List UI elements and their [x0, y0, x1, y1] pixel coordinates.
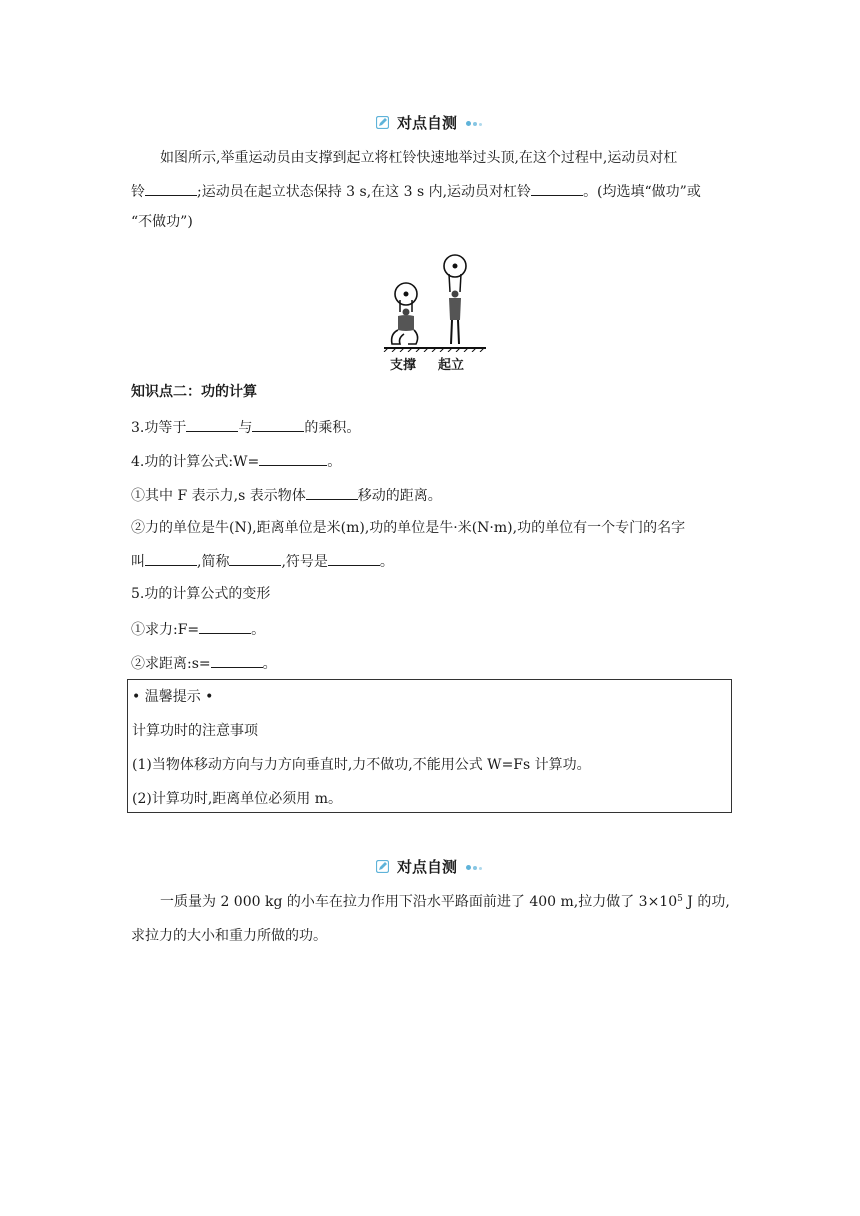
- weightlifter-figure: [380, 252, 490, 374]
- q1-line-3: “不做功”): [131, 214, 193, 230]
- item-4-sub-2-line-1: ②力的单位是牛(N),距离单位是米(m),功的单位是牛·米(N·m),功的单位有一个专门的名字: [131, 520, 686, 536]
- q1-line-2: 铃 ;运动员在起立状态保持 3 s,在这 3 s 内,运动员对杠铃 。(均选填“做功”或: [131, 180, 701, 202]
- answer-blank[interactable]: [211, 652, 263, 668]
- tip-box: [127, 679, 732, 813]
- answer-blank[interactable]: [186, 416, 238, 432]
- answer-blank[interactable]: [145, 550, 197, 566]
- decor-dots-icon: [466, 112, 484, 130]
- answer-blank[interactable]: [145, 180, 197, 196]
- answer-blank[interactable]: [229, 550, 281, 566]
- weightlifter-illustration: [380, 252, 490, 352]
- pencil-icon: [376, 115, 389, 128]
- item-4-sub-2-line-2: 叫 ,简称 ,符号是 。: [131, 550, 394, 572]
- answer-blank[interactable]: [306, 484, 358, 500]
- figure-label-squat: 支撑: [390, 358, 417, 373]
- heading-text: 对点自测: [396, 858, 457, 876]
- tip-note-1: (1)当物体移动方向与力方向垂直时,力不做功,不能用公式 W=Fs 计算功。: [132, 757, 591, 773]
- pencil-icon: [376, 859, 389, 872]
- figure-label-stand: 起立: [438, 358, 465, 373]
- item-4-sub-1: ①其中 F 表示力,s 表示物体 移动的距离。: [131, 484, 442, 506]
- q2-line-2: 求拉力的大小和重力所做的功。: [131, 928, 327, 944]
- answer-blank[interactable]: [199, 618, 251, 634]
- item-5-force: ①求力:F= 。: [131, 618, 265, 640]
- answer-blank[interactable]: [531, 180, 583, 196]
- item-5: 5.功的计算公式的变形: [131, 586, 271, 602]
- item-4: 4.功的计算公式:W= 。: [131, 450, 341, 472]
- answer-blank[interactable]: [328, 550, 380, 566]
- self-test-heading-1: [0, 112, 860, 133]
- item-5-distance: ②求距离:s= 。: [131, 652, 277, 674]
- tip-title: • 温馨提示 •: [132, 689, 214, 705]
- section-title: 知识点二：功的计算: [131, 384, 257, 400]
- tip-note-2: (2)计算功时,距离单位必须用 m。: [132, 791, 343, 807]
- q2-line-1: 一质量为 2 000 kg 的小车在拉力作用下沿水平路面前进了 400 m,拉力做了 $3\times 10^5$ J 的功,: [160, 894, 730, 910]
- item-3: 3.功等于 与 的乘积。: [131, 416, 360, 438]
- q1-line-1: 如图所示,举重运动员由支撑到起立将杠铃快速地举过头顶,在这个过程中,运动员对杠: [160, 150, 678, 166]
- self-test-heading-2: [0, 856, 860, 877]
- answer-blank[interactable]: [259, 450, 327, 466]
- tip-subtitle: 计算功时的注意事项: [132, 723, 258, 739]
- answer-blank[interactable]: [252, 416, 304, 432]
- heading-text: 对点自测: [396, 114, 457, 132]
- decor-dots-icon: [466, 856, 484, 874]
